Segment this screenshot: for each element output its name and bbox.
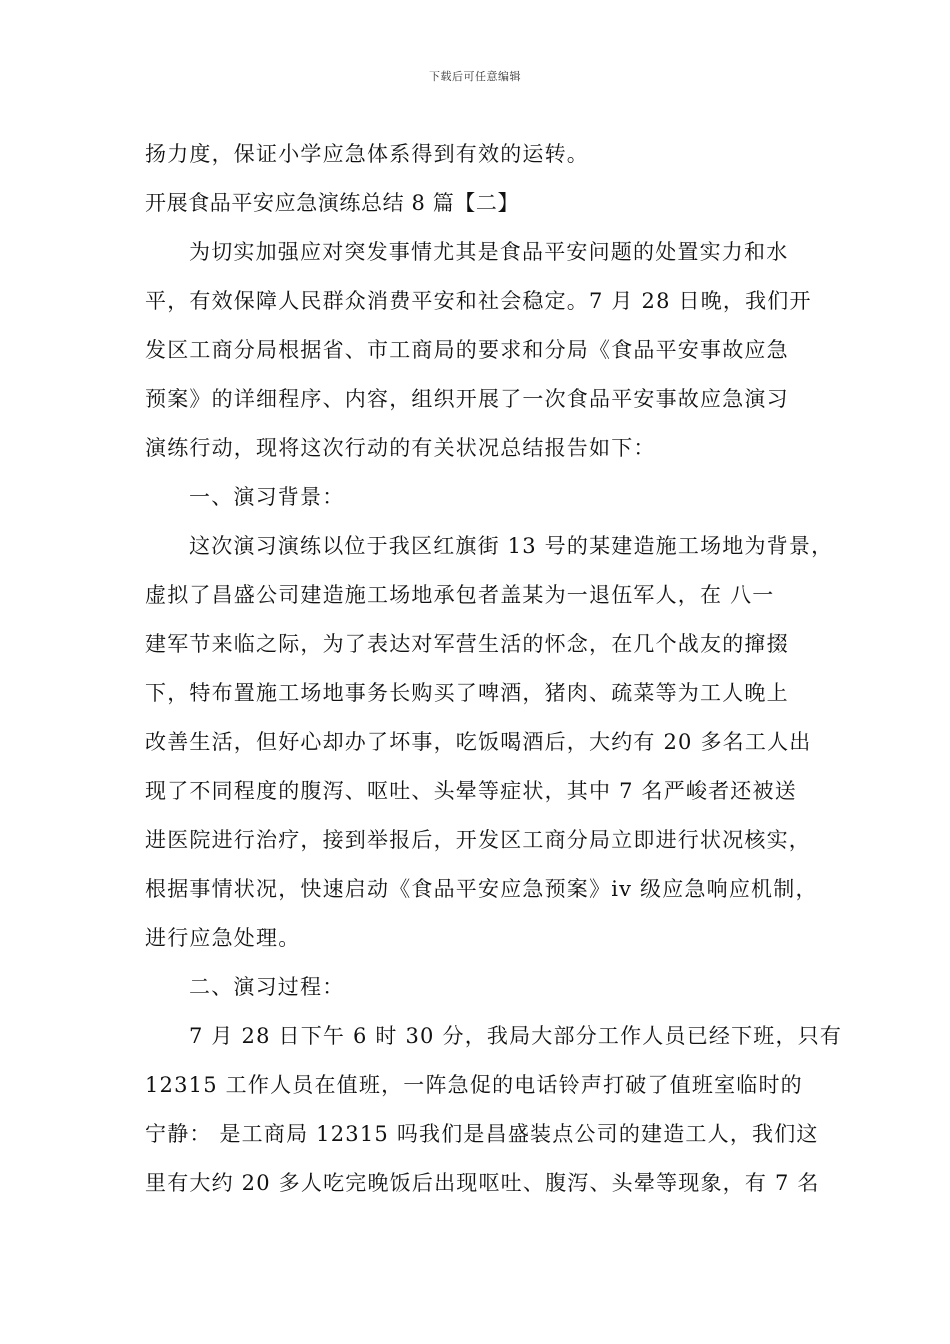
paragraph-line: 虚拟了昌盛公司建造施工场地承包者盖某为一退伍军人，在 八一 (145, 583, 775, 607)
section-title: 开展食品平安应急演练总结 8 篇【二】 (145, 191, 520, 215)
subheading-background: 一、演习背景： (189, 485, 345, 509)
paragraph-line: 发区工商分局根据省、市工商局的要求和分局《食品平安事故应急 (145, 338, 789, 362)
subheading-process: 二、演习过程： (189, 975, 345, 999)
paragraph-line: 里有大约 20 多人吃完晚饭后出现呕吐、腹泻、头晕等现象，有 7 名 (145, 1171, 820, 1195)
text-line: 扬力度，保证小学应急体系得到有效的运转。 (145, 142, 589, 166)
paragraph-line: 下，特布置施工场地事务长购买了啤酒，猪肉、疏菜等为工人晚上 (145, 681, 789, 705)
paragraph-line: 为切实加强应对突发事情尤其是食品平安问题的处置实力和水 (189, 240, 789, 264)
paragraph-line: 根据事情状况，快速启动《食品平安应急预案》iv 级应急响应机制， (145, 877, 818, 901)
paragraph-line: 这次演习演练以位于我区红旗街 13 号的某建造施工场地为背景， (189, 534, 834, 558)
paragraph-line: 宁静： 是工商局 12315 吗我们是昌盛装点公司的建造工人，我们这 (145, 1122, 819, 1146)
document-body (145, 130, 843, 1208)
paragraph-line: 建军节来临之际，为了表达对军营生活的怀念，在几个战友的撺掇 (145, 632, 789, 656)
paragraph-line: 现了不同程度的腹泻、呕吐、头晕等症状，其中 7 名严峻者还被送 (145, 779, 797, 803)
paragraph-line: 进医院进行治疗，接到举报后，开发区工商分局立即进行状况核实， (145, 828, 811, 852)
paragraph-line: 平，有效保障人民群众消费平安和社会稳定。7 月 28 日晚，我们开 (145, 289, 812, 313)
page-header: 下载后可任意编辑 (429, 70, 521, 83)
paragraph-line: 预案》的详细程序、内容，组织开展了一次食品平安事故应急演习 (145, 387, 789, 411)
paragraph-line: 7 月 28 日下午 6 时 30 分，我局大部分工作人员已经下班，只有 (189, 1024, 843, 1048)
paragraph-line: 12315 工作人员在值班，一阵急促的电话铃声打破了值班室临时的 (145, 1073, 803, 1097)
paragraph-line: 改善生活，但好心却办了坏事，吃饭喝酒后，大约有 20 多名工人出 (145, 730, 812, 754)
paragraph-line: 演练行动，现将这次行动的有关状况总结报告如下： (145, 436, 656, 460)
paragraph-line: 进行应急处理。 (145, 926, 301, 950)
